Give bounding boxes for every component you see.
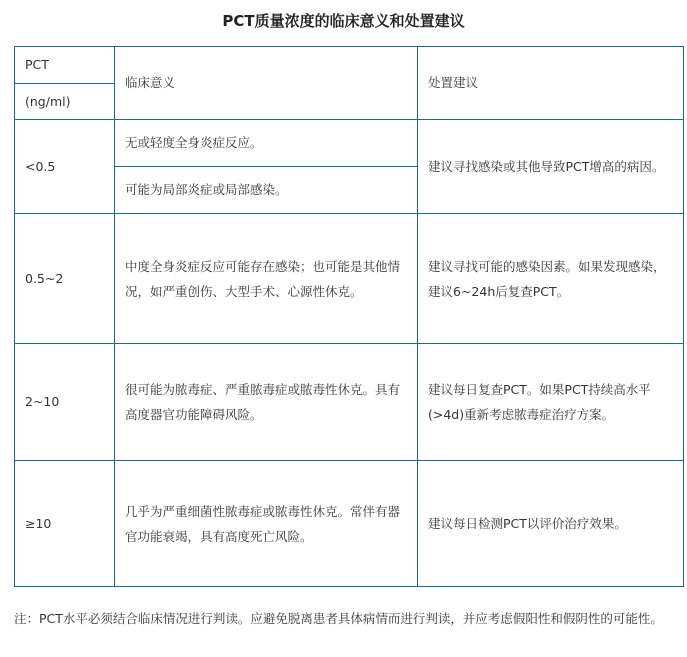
header-meaning: 临床意义 [115,47,418,120]
table-row [15,344,684,461]
cell-meaning: 可能为局部炎症或局部感染。 [115,167,418,214]
table-row [15,214,684,344]
cell-meaning: 无或轻度全身炎症反应。 [115,120,418,167]
header-row [15,47,684,84]
table-row [15,120,684,167]
header-pct: PCT [15,47,115,84]
cell-meaning: 中度全身炎症反应可能存在感染；也可能是其他情况，如严重创伤、大型手术、心源性休克。 [115,214,418,344]
header-pct-unit: (ng/ml) [15,84,115,120]
cell-range: <0.5 [15,120,115,214]
cell-advice: 建议寻找感染或其他导致PCT增高的病因。 [418,120,684,214]
footnote: 注：PCT水平必须结合临床情况进行判读。应避免脱离患者具体病情而进行判读，并应考虑假阳性和假阴性的可能性。 [14,611,663,626]
cell-range: 0.5~2 [15,214,115,344]
cell-range: ≥10 [15,461,115,587]
cell-advice: 建议每日复查PCT。如果PCT持续高水平(>4d)重新考虑脓毒症治疗方案。 [418,344,684,461]
pct-table [14,46,684,587]
cell-advice: 建议每日检测PCT以评价治疗效果。 [418,461,684,587]
page-title: PCT质量浓度的临床意义和处置建议 [222,12,465,30]
header-advice: 处置建议 [418,47,684,120]
cell-range: 2~10 [15,344,115,461]
cell-advice: 建议寻找可能的感染因素。如果发现感染，建议6~24h后复查PCT。 [418,214,684,344]
cell-meaning: 几乎为严重细菌性脓毒症或脓毒性休克。常伴有器官功能衰竭，具有高度死亡风险。 [115,461,418,587]
cell-meaning: 很可能为脓毒症、严重脓毒症或脓毒性休克。具有高度器官功能障碍风险。 [115,344,418,461]
table-row [15,461,684,587]
